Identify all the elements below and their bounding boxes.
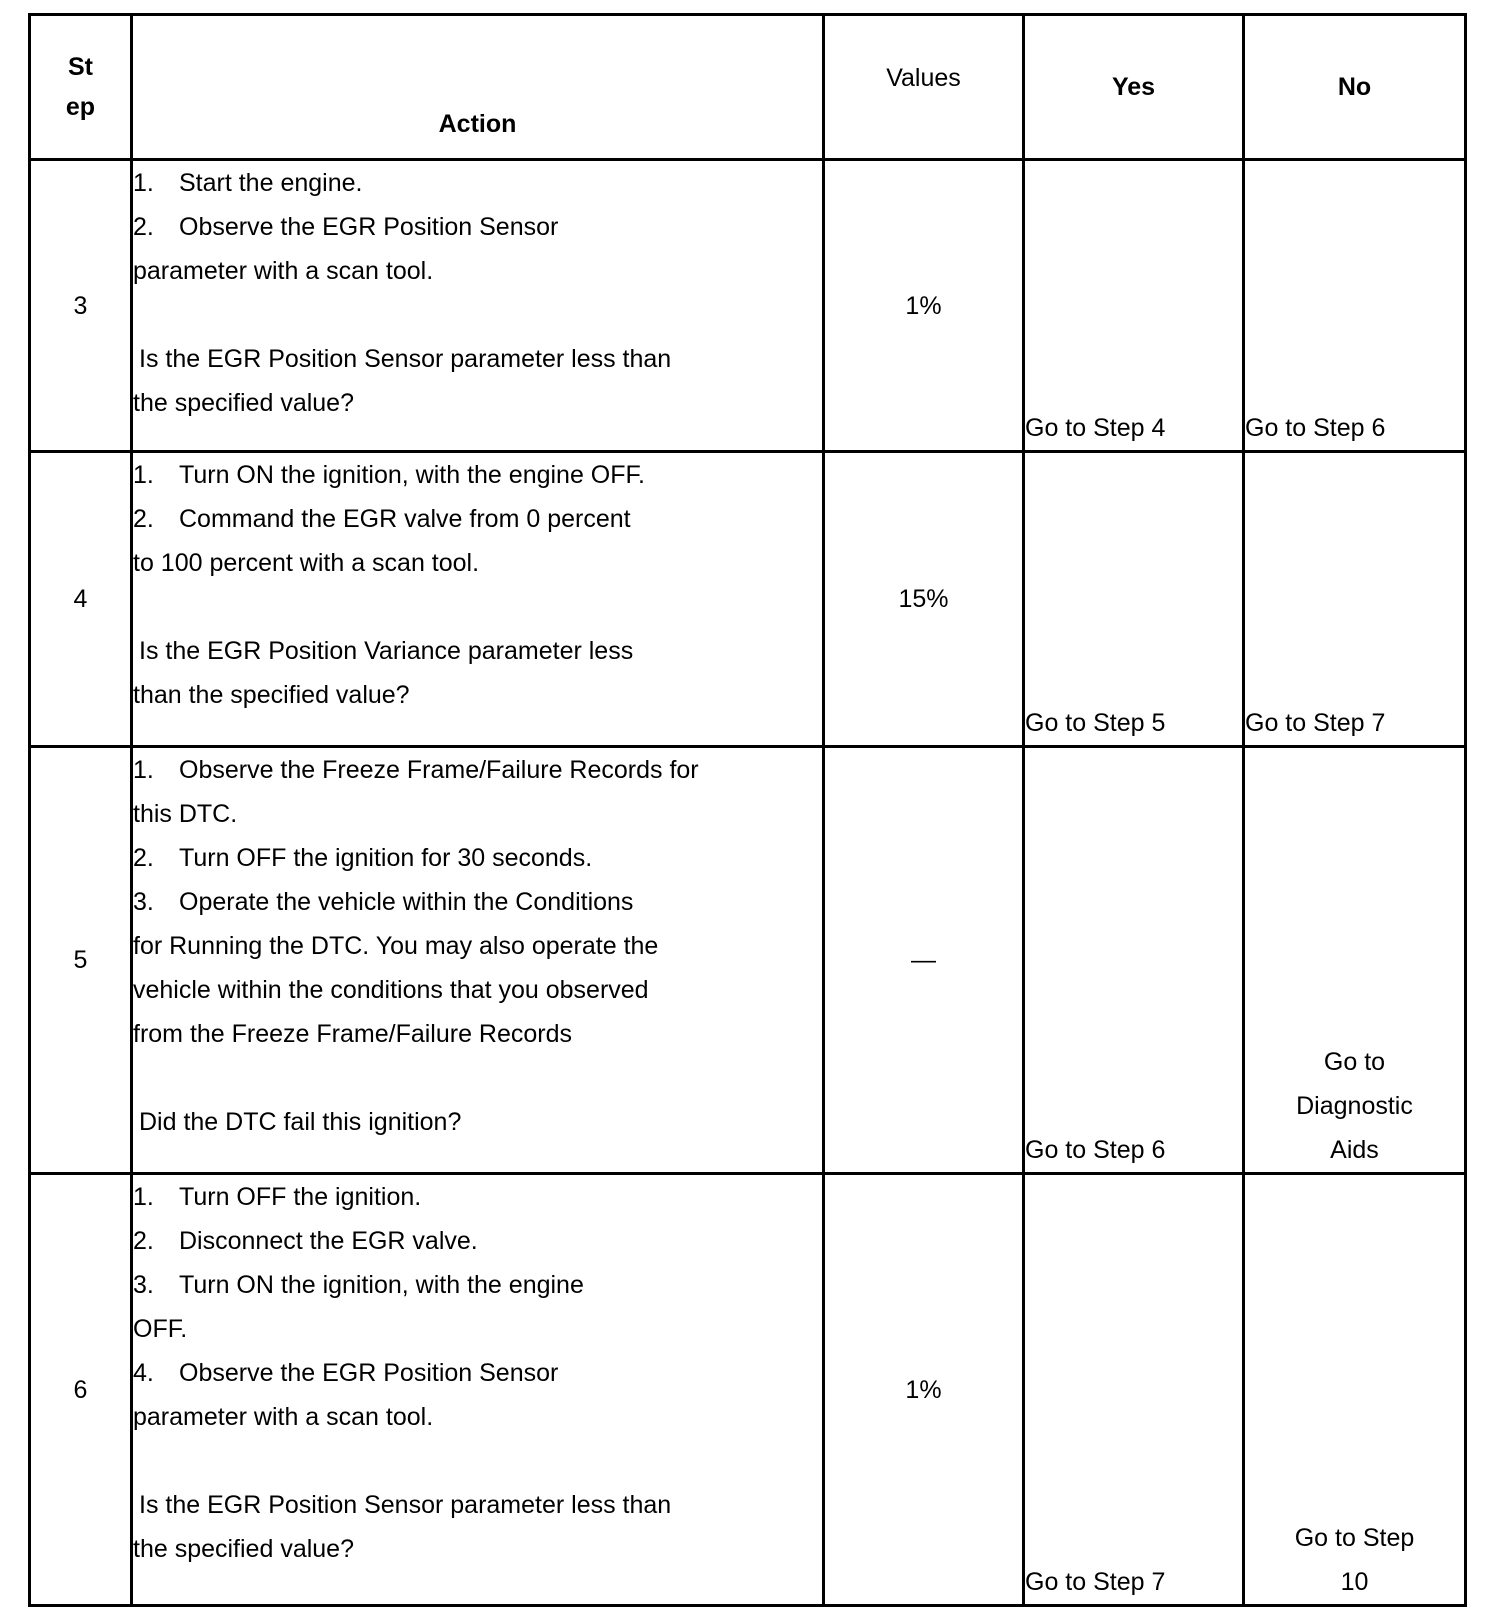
table-row <box>30 160 1466 452</box>
table-row <box>30 452 1466 747</box>
header-action: Action <box>132 15 824 160</box>
action-cell: 1. Start the engine. 2. Observe the EGR Position Sensor parameter with a scan tool. Is the EGR Position Sensor parameter less than the specified value? <box>132 160 824 452</box>
step-number: 5 <box>30 747 132 1174</box>
header-no: No <box>1244 15 1466 160</box>
action-question: Is the EGR Position Sensor parameter less than <box>139 345 672 373</box>
no-cell: Go to Diagnostic Aids <box>1244 747 1466 1174</box>
action-item: 3. Operate the vehicle within the Conditions <box>133 888 634 916</box>
action-cell: 1. Turn ON the ignition, with the engine OFF. 2. Command the EGR valve from 0 percent to 100 percent with a scan tool. Is the EGR Position Variance parameter less than the specified value? <box>132 452 824 747</box>
action-item: 2. Command the EGR valve from 0 percent <box>133 505 631 533</box>
value-cell: 15% <box>824 452 1024 747</box>
header-yes: Yes <box>1024 15 1244 160</box>
action-item: 1. Observe the Freeze Frame/Failure Records for <box>133 756 699 784</box>
action-question: Is the EGR Position Variance parameter less <box>139 637 634 665</box>
action-question: Is the EGR Position Sensor parameter less than <box>139 1491 672 1519</box>
yes-cell: Go to Step 7 <box>1024 1174 1244 1606</box>
action-item: 1. Turn OFF the ignition. <box>133 1183 422 1211</box>
step-number: 3 <box>30 160 132 452</box>
table-row <box>30 747 1466 1174</box>
action-item: 1. Start the engine. <box>133 169 363 197</box>
action-item: 2. Observe the EGR Position Sensor <box>133 213 559 241</box>
yes-cell: Go to Step 6 <box>1024 747 1244 1174</box>
value-cell: 1% <box>824 1174 1024 1606</box>
table-row <box>30 1174 1466 1606</box>
value-cell: — <box>824 747 1024 1174</box>
action-cell: 1. Turn OFF the ignition. 2. Disconnect the EGR valve. 3. Turn ON the ignition, with the engine OFF. 4. Observe the EGR Position Sensor parameter with a scan tool. Is the EGR Position Sensor parameter less than the specified value? <box>132 1174 824 1606</box>
action-item: 2. Turn OFF the ignition for 30 seconds. <box>133 844 593 872</box>
no-cell: Go to Step 10 <box>1244 1174 1466 1606</box>
action-item: 3. Turn ON the ignition, with the engine <box>133 1271 584 1299</box>
yes-cell: Go to Step 5 <box>1024 452 1244 747</box>
step-number: 4 <box>30 452 132 747</box>
action-item: 2. Disconnect the EGR valve. <box>133 1227 478 1255</box>
no-cell: Go to Step 6 <box>1244 160 1466 452</box>
action-cell: 1. Observe the Freeze Frame/Failure Records for this DTC. 2. Turn OFF the ignition for 30 seconds. 3. Operate the vehicle within the Conditions for Running the DTC. You may also operate the vehicle within the conditions that you observed from the Freeze Frame/Failure Records Did the DTC fail this ignition? <box>132 747 824 1174</box>
header-row <box>30 15 1466 160</box>
step-number: 6 <box>30 1174 132 1606</box>
yes-cell: Go to Step 4 <box>1024 160 1244 452</box>
diagnostic-table <box>28 13 1467 1607</box>
header-values: Values <box>824 15 1024 160</box>
header-step: St ep <box>30 15 132 160</box>
no-cell: Go to Step 7 <box>1244 452 1466 747</box>
action-question: Did the DTC fail this ignition? <box>139 1108 462 1136</box>
action-item: 1. Turn ON the ignition, with the engine OFF. <box>133 461 645 489</box>
action-item: 4. Observe the EGR Position Sensor <box>133 1359 559 1387</box>
value-cell: 1% <box>824 160 1024 452</box>
